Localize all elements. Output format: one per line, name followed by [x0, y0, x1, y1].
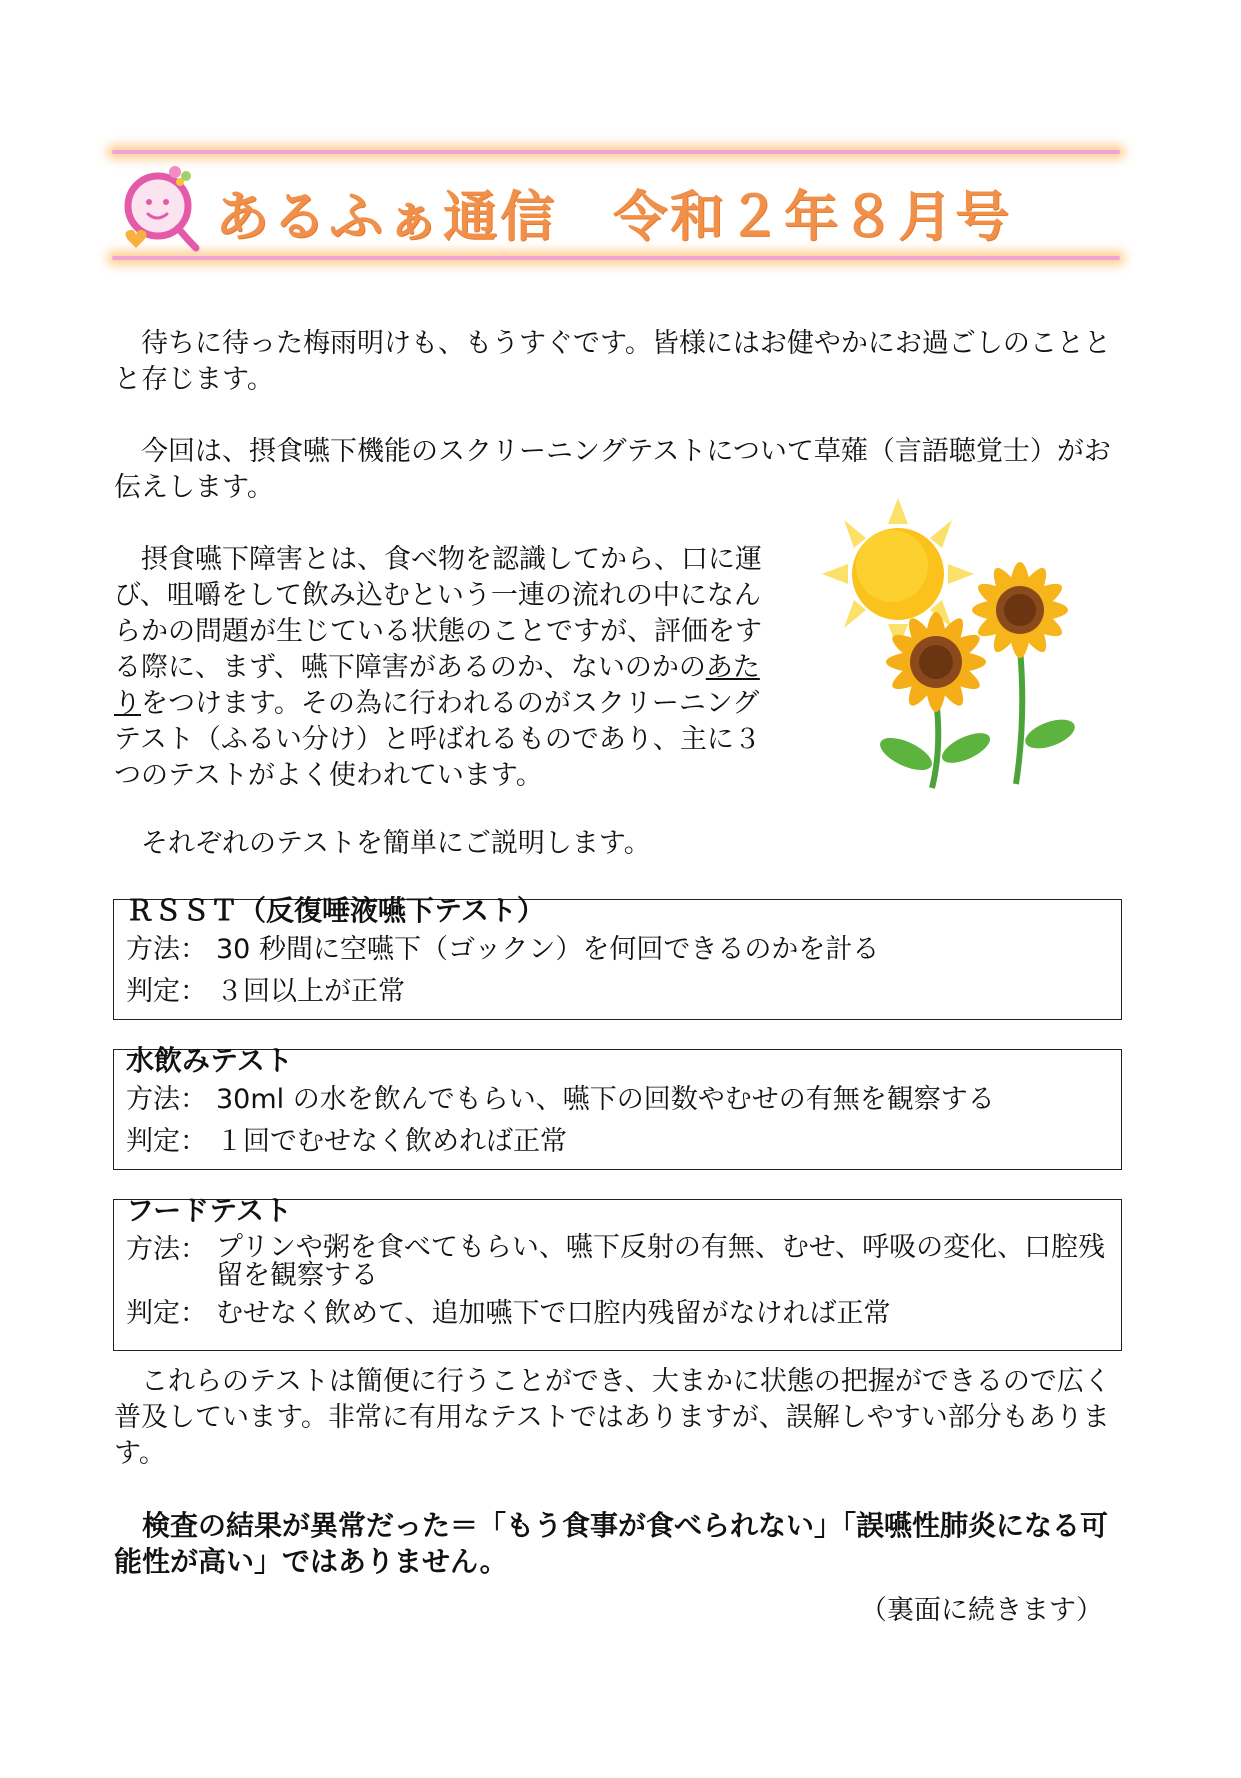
method-label: 方法： — [126, 1234, 207, 1265]
method-label: 方法： — [126, 934, 207, 965]
test-box-food — [113, 1194, 1122, 1351]
test-method-row — [114, 1234, 1121, 1290]
test-box-rsst — [113, 894, 1122, 1020]
explanation-underlined: あたり — [114, 652, 760, 719]
method-text: プリンや粥を食べてもらい、嚥下反射の有無、むせ、呼吸の変化、口腔残留を観察する — [216, 1232, 1106, 1291]
test-judge-row — [114, 1298, 1121, 1330]
explanation-text-1: 摂食嚥下障害とは、食べ物を認識してから、口に運び、咀嚼をして飲み込むという一連の流れの中になんらかの問題が生じている状態のことですが、評価をする際に、まず、嚥下障害があるのか、ないのかの — [114, 544, 762, 683]
judge-label: 判定： — [126, 1298, 207, 1329]
method-text: 30 秒間に空嚥下（ゴックン）を何回できるのかを計る — [216, 934, 880, 965]
sunflower-left-icon — [876, 612, 995, 788]
sun-sunflowers-illustration — [820, 498, 1110, 790]
test-title: フードテスト — [126, 1194, 293, 1227]
banner-top-line — [112, 150, 1120, 154]
test-method-row — [114, 934, 1121, 966]
method-text: 30ml の水を飲んでもらい、嚥下の回数やむせの有無を観察する — [216, 1084, 995, 1115]
page-title — [215, 174, 1012, 251]
judge-text: ３回以上が正常 — [216, 976, 405, 1007]
closing-paragraph: これらのテストは簡便に行うことができ、大まかに状態の把握ができるので広く普及しています。非常に有用なテストではありますが、誤解しやすい部分もあります。 — [114, 1366, 1111, 1469]
closing-emphasis: 検査の結果が異常だった＝「もう食事が食べられない」「誤嚥性肺炎になる可能性が高い」ではありません。 — [114, 1509, 1109, 1578]
test-method-row — [114, 1084, 1121, 1116]
newsletter-name: あるふぁ通信 — [215, 185, 557, 248]
test-title: 水飲みテスト — [126, 1044, 293, 1077]
test-box-water — [113, 1044, 1122, 1170]
intro-greeting: 待ちに待った梅雨明けも、もうすぐです。皆様にはお健やかにお過ごしのこととと存じます。 — [114, 328, 1111, 395]
test-judge-row — [114, 976, 1121, 1008]
issue-date: 令和２年８月号 — [613, 185, 1012, 248]
continued-note: （裏面に続きます） — [860, 1595, 1103, 1626]
method-label: 方法： — [126, 1084, 207, 1115]
explanation-text-2: をつけます。その為に行われるのがスクリーニングテスト（ふるい分け）と呼ばれるものであり、主に３つのテストがよく使われています。 — [114, 688, 761, 791]
test-title: ＲＳＳＴ（反復唾液嚥下テスト） — [126, 894, 545, 927]
alpha-logo-icon — [120, 162, 200, 254]
sunflower-right-icon — [972, 562, 1079, 784]
tests-intro: それぞれのテストを簡単にご説明します。 — [114, 828, 651, 859]
dysphagia-explanation — [114, 542, 784, 794]
judge-label: 判定： — [126, 976, 207, 1007]
judge-label: 判定： — [126, 1126, 207, 1157]
intro-topic: 今回は、摂食嚥下機能のスクリーニングテストについて草薙（言語聴覚士）がお伝えします。 — [114, 436, 1111, 503]
banner-bottom-line — [112, 256, 1120, 260]
judge-text: むせなく飲めて、追加嚥下で口腔内残留がなければ正常 — [216, 1298, 891, 1329]
test-judge-row — [114, 1126, 1121, 1158]
judge-text: １回でむせなく飲めれば正常 — [216, 1126, 567, 1157]
